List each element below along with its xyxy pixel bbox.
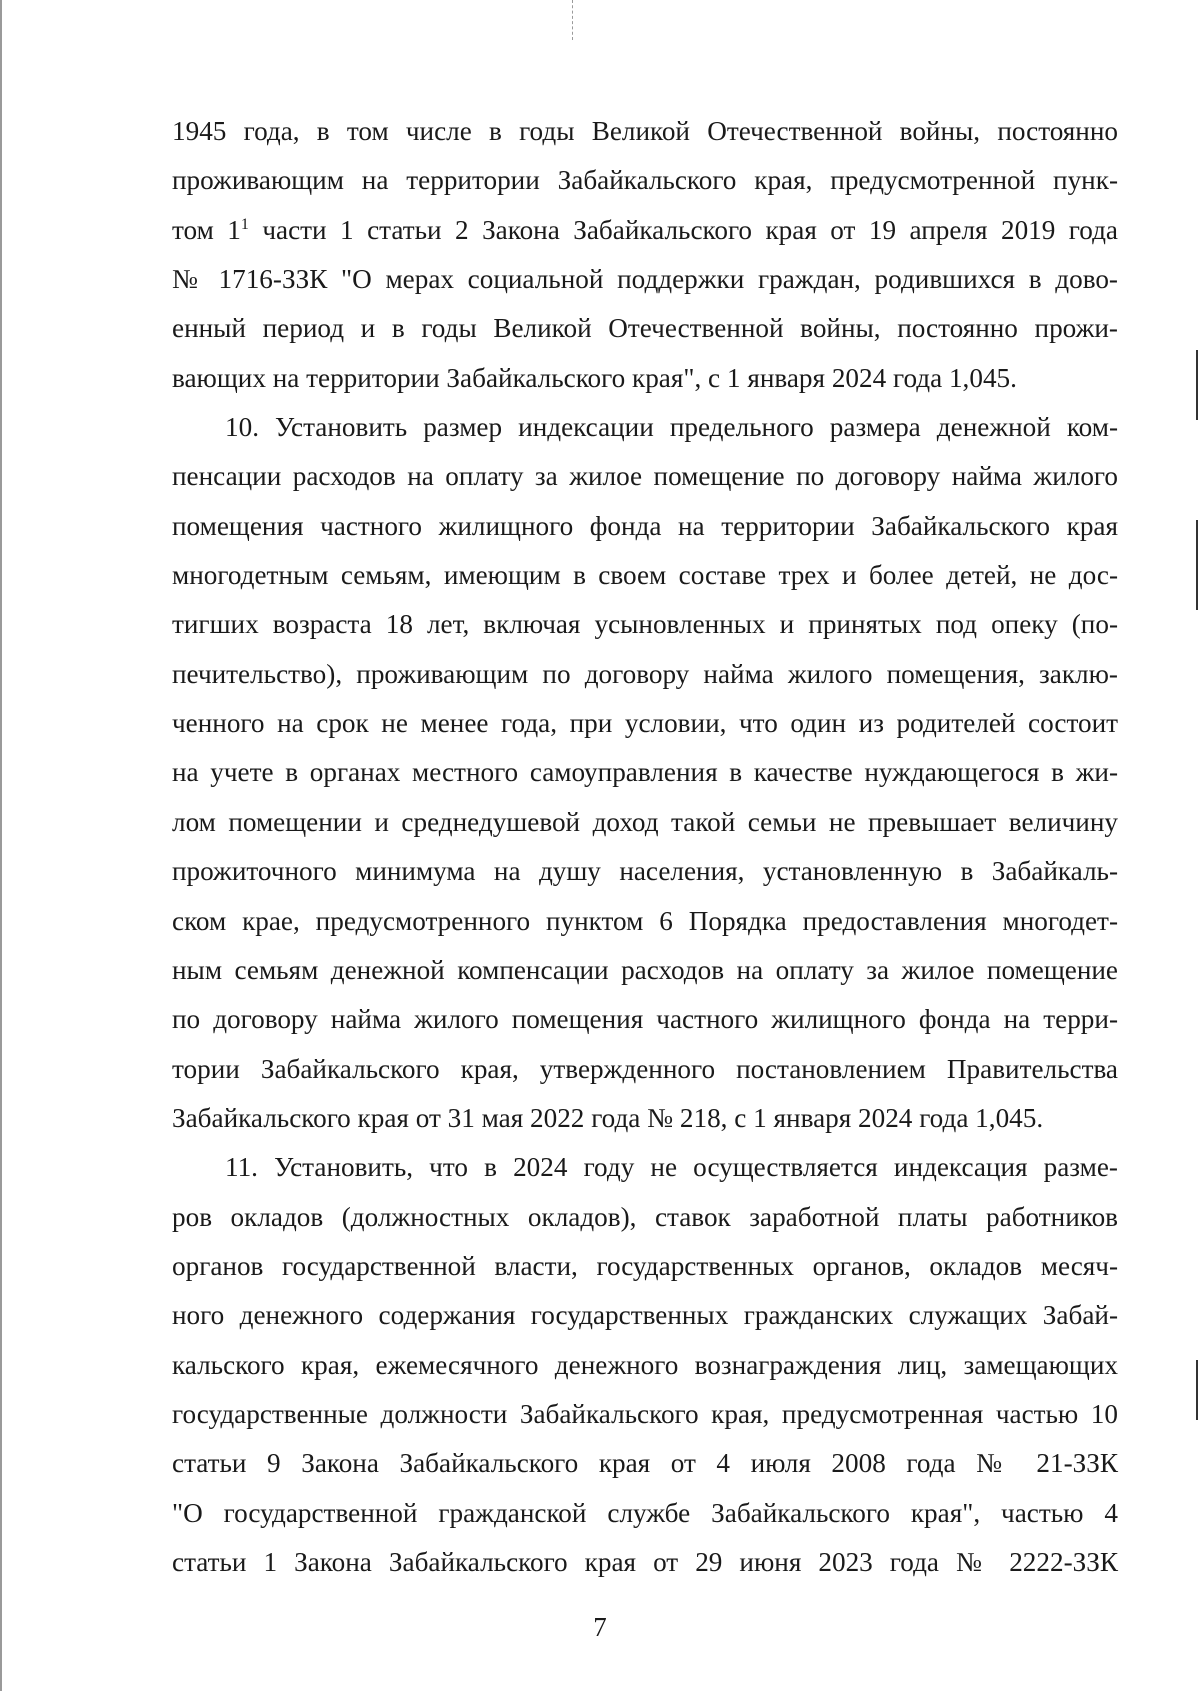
text-line: № 1716-ЗЗК "О мерах социальной поддержки граждан, родившихся в дово- <box>172 264 1118 295</box>
text-line: органов государственной власти, государственных органов, окладов месяч- <box>172 1250 1118 1281</box>
scan-fold-mark <box>572 0 573 40</box>
text-line: помещения частного жилищного фонда на территории Забайкальского края <box>172 510 1118 541</box>
scan-right-edge-mark <box>1196 1360 1198 1420</box>
text-line: тории Забайкальского края, утвержденного постановлением Правительства <box>172 1053 1118 1084</box>
text-line: Забайкальского края от 31 мая 2022 года № 218, с 1 января 2024 года 1,045. <box>172 1102 1044 1133</box>
text-line: "О государственной гражданской службе Забайкальского края", частью 4 <box>172 1497 1118 1528</box>
text-line: вающих на территории Забайкальского края", с 1 января 2024 года 1,045. <box>172 362 1017 393</box>
text-line: ском крае, предусмотренного пунктом 6 Порядка предоставления многодет- <box>172 905 1118 936</box>
text-line: 1945 года, в том числе в годы Великой Отечественной войны, постоянно <box>172 116 1118 146</box>
text-line-part: том 1 <box>172 214 241 245</box>
scan-left-edge <box>0 0 2 1691</box>
text-line: тигших возраста 18 лет, включая усыновленных и принятых под опеку (по- <box>172 609 1118 640</box>
text-line: на учете в органах местного самоуправления в качестве нуждающегося в жи- <box>172 757 1118 788</box>
text-line: ным семьям денежной компенсации расходов на оплату за жилое помещение <box>172 954 1118 985</box>
text-line: государственные должности Забайкальского края, предусмотренная частью 10 <box>172 1398 1118 1429</box>
text-line <box>172 206 1118 255</box>
text-line: ров окладов (должностных окладов), ставок заработной платы работников <box>172 1201 1118 1232</box>
text-line: кальского края, ежемесячного денежного вознаграждения лиц, замещающих <box>172 1349 1118 1380</box>
text-line: прожиточного минимума на душу населения, установленную в Забайкаль- <box>172 856 1118 887</box>
text-line: енный период и в годы Великой Отечественной войны, постоянно прожи- <box>172 313 1118 344</box>
body-text <box>172 107 1118 1587</box>
paragraph-10-line: 10. Установить размер индексации предельного размера денежной ком- <box>225 412 1118 443</box>
text-line: статьи 1 Закона Забайкальского края от 29 июня 2023 года № 2222-ЗЗК <box>172 1546 1118 1577</box>
scan-right-edge-mark <box>1196 350 1198 420</box>
text-line: проживающим на территории Забайкальского края, предусмотренной пунк- <box>172 165 1118 196</box>
text-line: ченного на срок не менее года, при условии, что один из родителей состоит <box>172 708 1118 739</box>
text-line: статьи 9 Закона Забайкальского края от 4 июля 2008 года № 21-ЗЗК <box>172 1448 1118 1479</box>
text-line: многодетным семьям, имеющим в своем составе трех и более детей, не дос- <box>172 560 1118 591</box>
text-line: по договору найма жилого помещения частного жилищного фонда на терри- <box>172 1004 1118 1035</box>
page-number: 7 <box>593 1612 607 1642</box>
text-line: лом помещении и среднедушевой доход такой семьи не превышает величину <box>172 806 1118 837</box>
text-line: печительство), проживающим по договору найма жилого помещения, заклю- <box>172 658 1118 689</box>
text-line: пенсации расходов на оплату за жилое помещение по договору найма жилого <box>172 461 1118 492</box>
paragraph-11-line: 11. Установить, что в 2024 году не осуществляется индексация разме- <box>225 1152 1118 1183</box>
scan-right-edge-mark <box>1196 520 1198 610</box>
text-line-part: части 1 статьи 2 Закона Забайкальского края от 19 апреля 2019 года <box>262 214 1118 245</box>
text-line: ного денежного содержания государственных гражданских служащих Забай- <box>172 1300 1118 1331</box>
superscript: 1 <box>240 215 249 233</box>
